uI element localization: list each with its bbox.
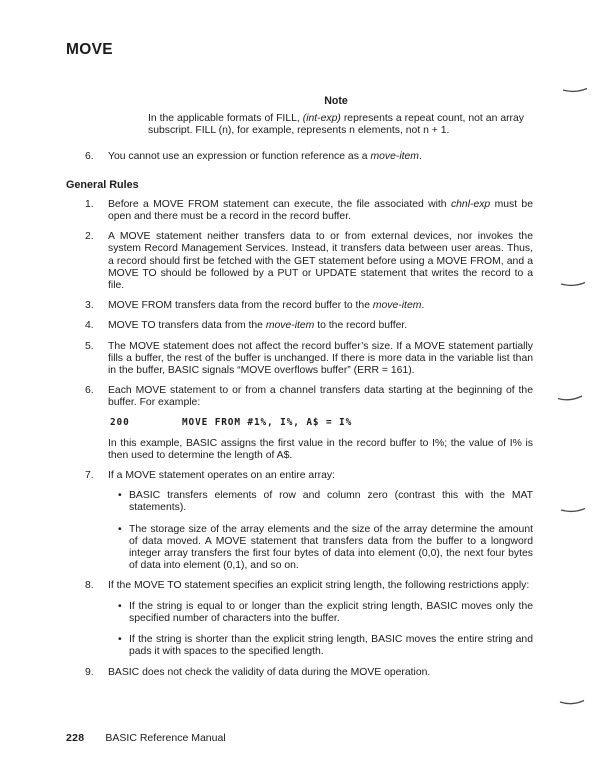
rule-text: Before a MOVE FROM statement can execute, the file associated with chnl-exp must be open and there must be a record in the record buffer.: [108, 198, 533, 223]
rule-content: [108, 470, 533, 572]
rule-item: [66, 385, 533, 462]
bullet-text: The storage size of the array elements and the size of the array determine the amount of data moved. A MOVE statement that transfers data from the buffer to a longword integer array transfers the first four bytes of data into element (0,0), the next four bytes of data into element (0,1), and so on.: [129, 523, 533, 572]
rule-item: [66, 320, 533, 332]
rule-content: [108, 300, 533, 312]
item-text: You cannot use an expression or function reference as a move-item.: [108, 150, 422, 162]
rule-number: 3.: [85, 300, 94, 312]
rule-item: [66, 341, 533, 378]
rule-content: [108, 341, 533, 378]
rule-text: A MOVE statement neither transfers data to or from external devices, nor invokes the system Record Management Services. Instead, it transfers data between user areas. Thus, a record should first be fetched with the GET statement before using a MOVE FROM, and a MOVE TO should be followed by a PUT or UPDATE statement that writes the record to a file.: [108, 231, 533, 292]
rule-number: 1.: [85, 198, 94, 210]
rule-number: 5.: [85, 340, 94, 352]
bullet-item: [118, 601, 533, 625]
note-body: In the applicable formats of FILL, (int-exp) represents a repeat count, not an array subscript. FILL (n), for example, represents n elements, not n + 1.: [148, 113, 524, 137]
page-footer: [66, 732, 226, 744]
bullet-icon: •: [118, 634, 122, 646]
rule-number: 8.: [85, 580, 94, 592]
bullet-text: If the string is shorter than the explicit string length, BASIC moves the entire string and pads it with spaces to the specified length.: [129, 634, 533, 658]
list-item-6: [66, 151, 533, 163]
rule-content: [108, 320, 533, 332]
rule-text: If a MOVE statement operates on an entire array:: [108, 470, 335, 482]
bullet-icon: •: [118, 600, 122, 612]
rule-item: [66, 231, 533, 292]
book-title: BASIC Reference Manual: [105, 732, 226, 744]
general-rules-list: [66, 199, 533, 679]
rule-content: [108, 385, 533, 462]
rule-item: [66, 580, 533, 658]
rule-number: 9.: [85, 666, 94, 678]
bullet-text: BASIC transfers elements of row and column zero (contrast this with the MAT statements).: [129, 490, 533, 514]
rule-number: 4.: [85, 320, 94, 332]
bullet-item: [118, 490, 533, 514]
rule-number: 7.: [85, 470, 94, 482]
note-heading: Note: [324, 95, 348, 107]
item-number: 6.: [85, 150, 94, 162]
code-example: 200 MOVE FROM #1%, I%, A$ = I%: [110, 416, 353, 428]
rule-item: [66, 667, 533, 679]
bullet-item: [118, 634, 533, 658]
item-content: [108, 151, 533, 163]
page-curl-mark: [560, 506, 587, 515]
page-curl-mark: [560, 280, 587, 289]
rule-text: The MOVE statement does not affect the record buffer’s size. If a MOVE statement partially fills a buffer, the rest of the buffer is unchanged. If there is more data in the variable list than in the buffer, BASIC signals “MOVE overflows buffer” (ERR = 161).: [108, 340, 533, 377]
rule-content: [108, 199, 533, 223]
rule-text: MOVE TO transfers data from the move-item to the record buffer.: [108, 320, 408, 332]
page-curl-mark: [557, 394, 584, 403]
page-curl-mark: [559, 698, 586, 707]
bullet-text: If the string is equal to or longer than the explicit string length, BASIC moves only the specified number of characters into the buffer.: [129, 600, 533, 624]
rule-text: MOVE FROM transfers data from the record buffer to the move-item.: [108, 300, 425, 312]
general-rules-heading: General Rules: [66, 178, 139, 191]
rule-item: [66, 199, 533, 223]
rule-number: 6.: [85, 385, 94, 397]
rule-content: [108, 580, 533, 658]
rule-content: [108, 667, 533, 679]
bullet-icon: •: [118, 523, 122, 535]
rule-bullets: [118, 490, 533, 572]
bullet-item: [118, 524, 533, 573]
rule-bullets: [118, 601, 533, 659]
page-title: MOVE: [66, 41, 113, 58]
rule-after-text: In this example, BASIC assigns the first value in the record buffer to I%; the value of I% is then used to determine the length of A$.: [108, 437, 533, 461]
rule-content: [108, 231, 533, 292]
page-number: 228: [66, 732, 85, 744]
rule-number: 2.: [85, 231, 94, 243]
bullet-icon: •: [118, 490, 122, 502]
page-curl-mark: [562, 86, 589, 95]
note-section: [148, 95, 524, 138]
rule-item: [66, 470, 533, 572]
rule-text: Each MOVE statement to or from a channel transfers data starting at the beginning of the buffer. For example:: [108, 385, 533, 409]
rule-item: [66, 300, 533, 312]
rule-text: BASIC does not check the validity of data during the MOVE operation.: [108, 666, 431, 678]
rule-text: If the MOVE TO statement specifies an explicit string length, the following restrictions apply:: [108, 580, 530, 592]
